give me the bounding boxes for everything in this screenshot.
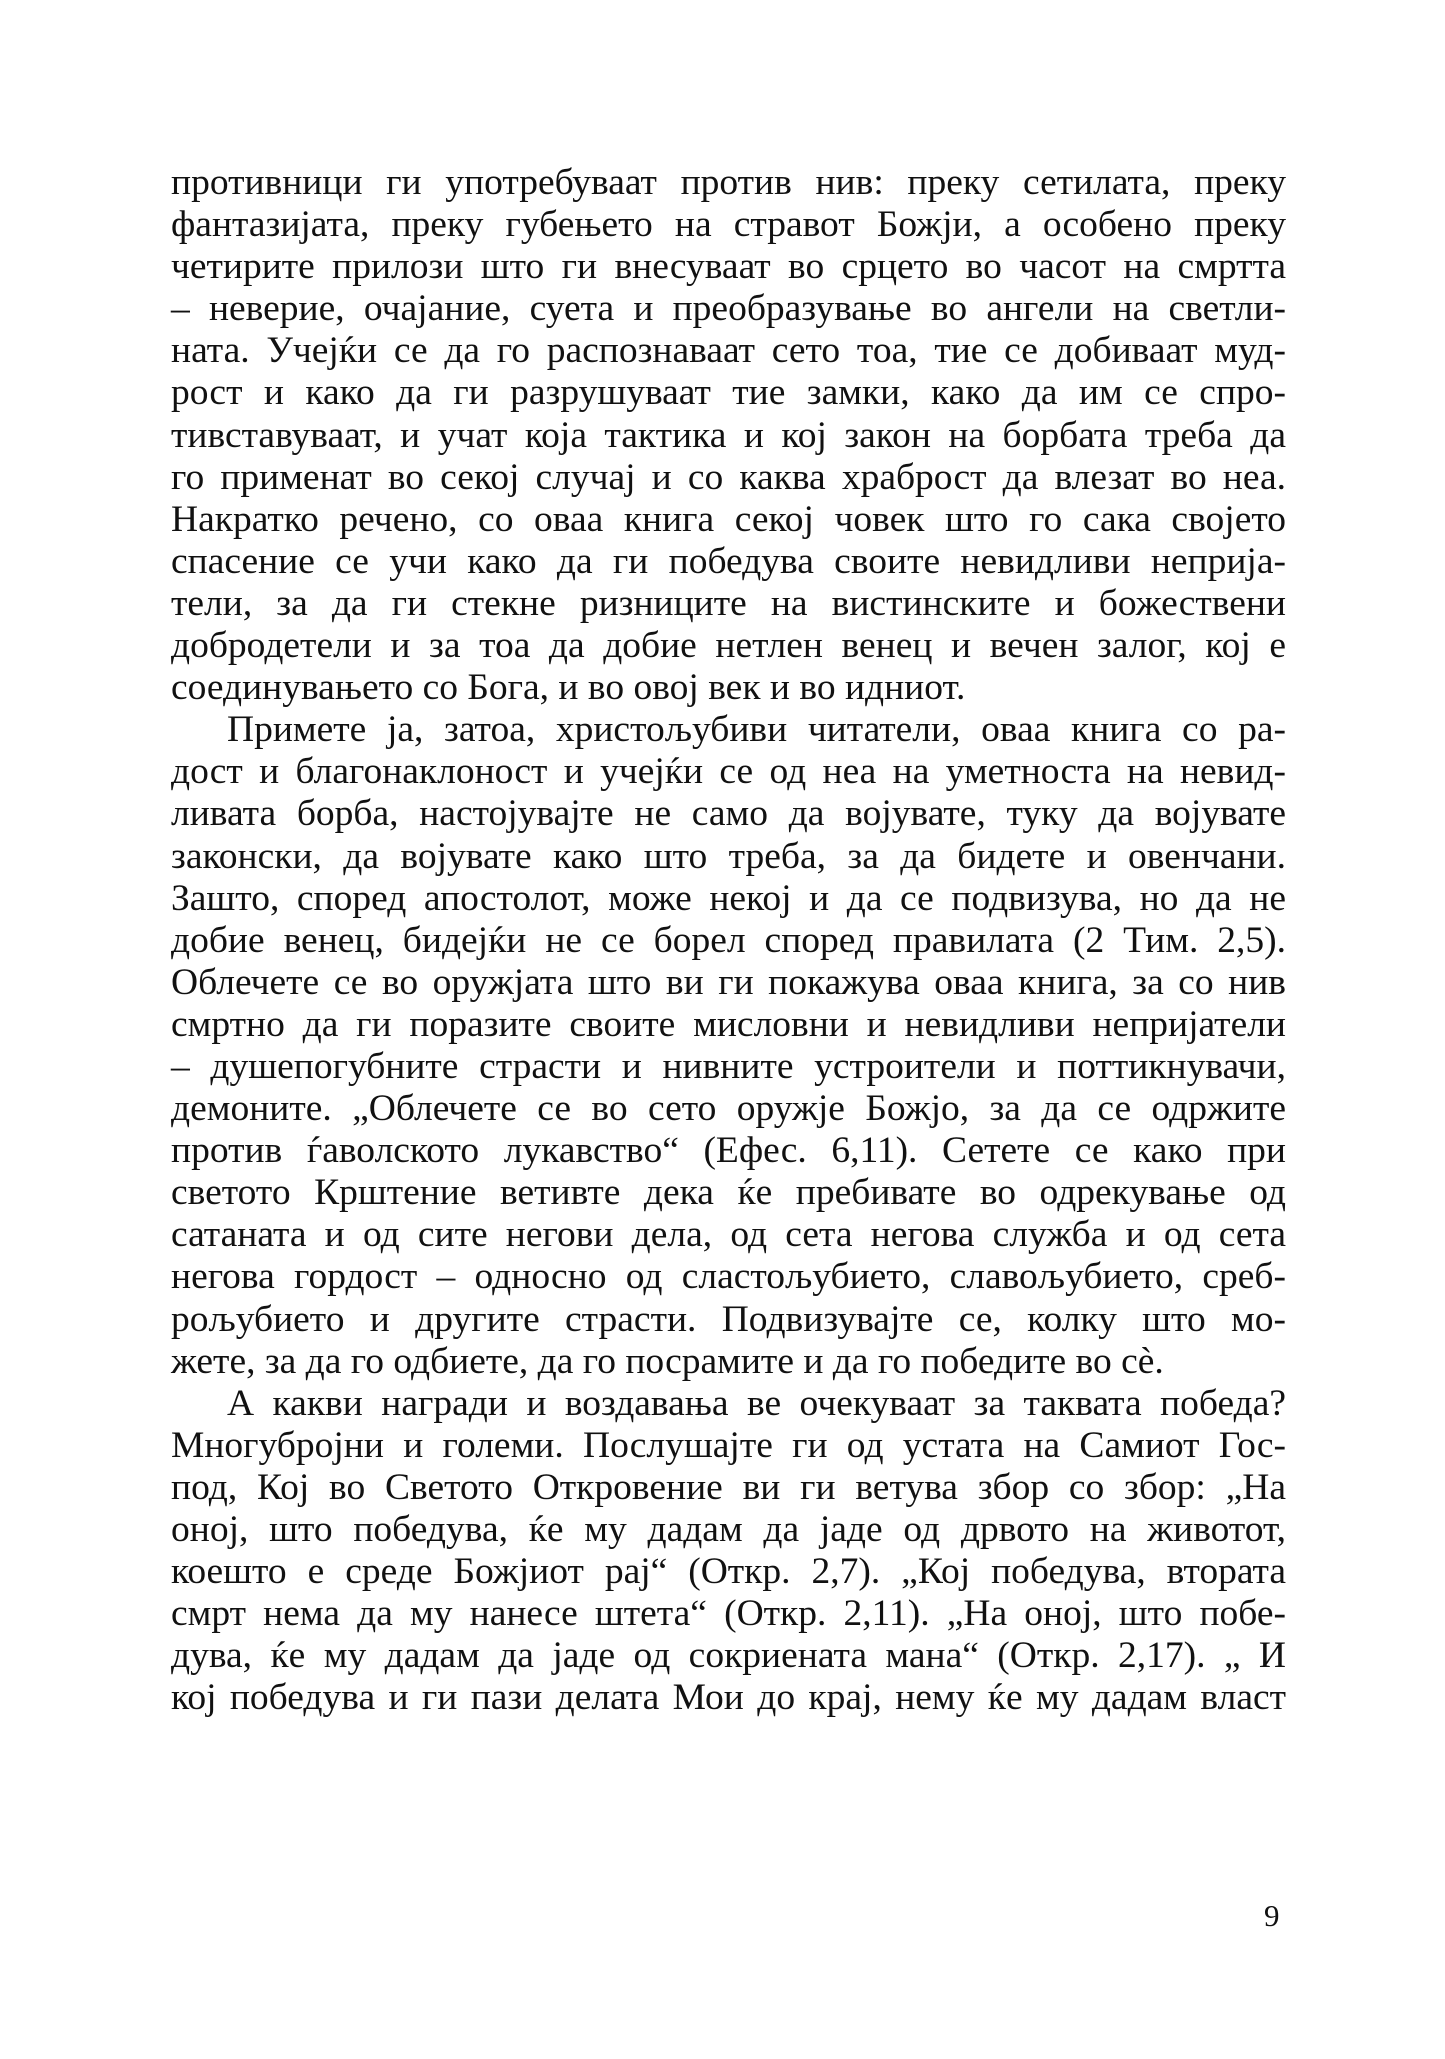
text-line: кој победува и ги пази делата Мои до крај, нему ќе му дадам власт: [171, 1677, 1286, 1719]
page-body: [171, 162, 1286, 1719]
text-line: фантазијата, преку губењето на стравот Божји, а особено преку: [171, 204, 1286, 246]
text-line: добродетели и за тоа да добие нетлен венец и вечен залог, кој е: [171, 625, 1286, 667]
text-line: сатаната и од сите негови дела, од сета негова служба и од сета: [171, 1214, 1286, 1256]
text-line: А какви награди и воздавања ве очекуваат за таквата победа?: [227, 1382, 1286, 1424]
text-line: тивставуваат, и учат која тактика и кој закон на борбата треба да: [171, 414, 1286, 456]
text-line: против ѓаволското лукавство“ (Ефес. 6,11). Сетете се како при: [171, 1130, 1286, 1172]
text-line: законски, да војувате како што треба, за да бидете и овенчани.: [171, 835, 1286, 877]
text-line: четирите прилози што ги внесуваат во срцето во часот на смртта: [171, 246, 1286, 288]
text-line: светото Крштение ветивте дека ќе пребивате во одрекување од: [171, 1172, 1286, 1214]
text-line: Облечете се во оружјата што ви ги покажува оваа книга, за со нив: [171, 961, 1286, 1003]
text-line: – душепогубните страсти и нивните устроители и поттикнувачи,: [171, 1045, 1286, 1087]
text-line: Многубројни и големи. Послушајте ги од устата на Самиот Гос-: [171, 1424, 1286, 1466]
text-line: жете, за да го одбиете, да го посрамите и да го победите во сè.: [171, 1340, 1164, 1382]
text-line: оној, што победува, ќе му дадам да јаде од дрвото на животот,: [171, 1509, 1286, 1550]
paragraph-3: [171, 1383, 1286, 1720]
text-line: Накратко речено, со оваа книга секој човек што го сака својето: [171, 498, 1286, 540]
text-line: под, Кој во Светото Откровение ви ги ветува збор со збор: „На: [171, 1466, 1286, 1508]
text-line: демоните. „Облечете се во сето оружје Божјо, за да се одржите: [171, 1088, 1286, 1130]
text-line: Зашто, според апостолот, може некој и да се подвизува, но да не: [171, 877, 1286, 919]
page-number: 9: [1264, 1898, 1280, 1933]
text-line: Примете ја, затоа, христољубиви читатели, оваа книга со ра-: [227, 709, 1286, 751]
text-line: тели, за да ги стекне ризниците на вистинските и божествени: [171, 582, 1286, 624]
text-line: негова гордост – односно од сластољубието, славољубието, среб-: [171, 1256, 1286, 1298]
text-line: рољубието и другите страсти. Подвизувајте се, колку што мо-: [171, 1298, 1286, 1340]
text-line: рост и како да ги разрушуваат тие замки, како да им се спро-: [171, 372, 1286, 414]
text-line: смртно да ги поразите своите мисловни и невидливи непријатели: [171, 1003, 1286, 1045]
text-line: го применат во секој случај и со каква храброст да влезат во неа.: [171, 456, 1286, 498]
text-line: – неверие, очајание, суета и преобразување во ангели на светли-: [171, 288, 1286, 330]
text-line: соединувањето со Бога, и во овој век и во идниот.: [171, 667, 966, 709]
text-line: добие венец, бидејќи не се борел според правилата (2 Тим. 2,5).: [171, 919, 1286, 961]
paragraph-2: [171, 709, 1286, 1383]
text-line: дува, ќе му дадам да јаде од сокриената мана“ (Откр. 2,17). „ И: [171, 1635, 1286, 1677]
text-line: противници ги употребуваат против нив: преку сетилата, преку: [171, 162, 1286, 203]
paragraph-1: [171, 162, 1286, 709]
text-line: смрт нема да му нанесе штета“ (Откр. 2,11). „На оној, што побе-: [171, 1593, 1286, 1635]
text-line: дост и благонаклоност и учејќи се од неа на уметноста на невид-: [171, 751, 1286, 793]
text-line: коешто е среде Божјиот рај“ (Откр. 2,7). „Кој победува, втората: [171, 1551, 1286, 1593]
text-line: ната. Учејќи се да го распознаваат сето тоа, тие се добиваат муд-: [171, 330, 1286, 372]
text-line: спасение се учи како да ги победува своите невидливи неприја-: [171, 540, 1286, 582]
text-line: ливата борба, настојувајте не само да војувате, туку да војувате: [171, 793, 1286, 835]
